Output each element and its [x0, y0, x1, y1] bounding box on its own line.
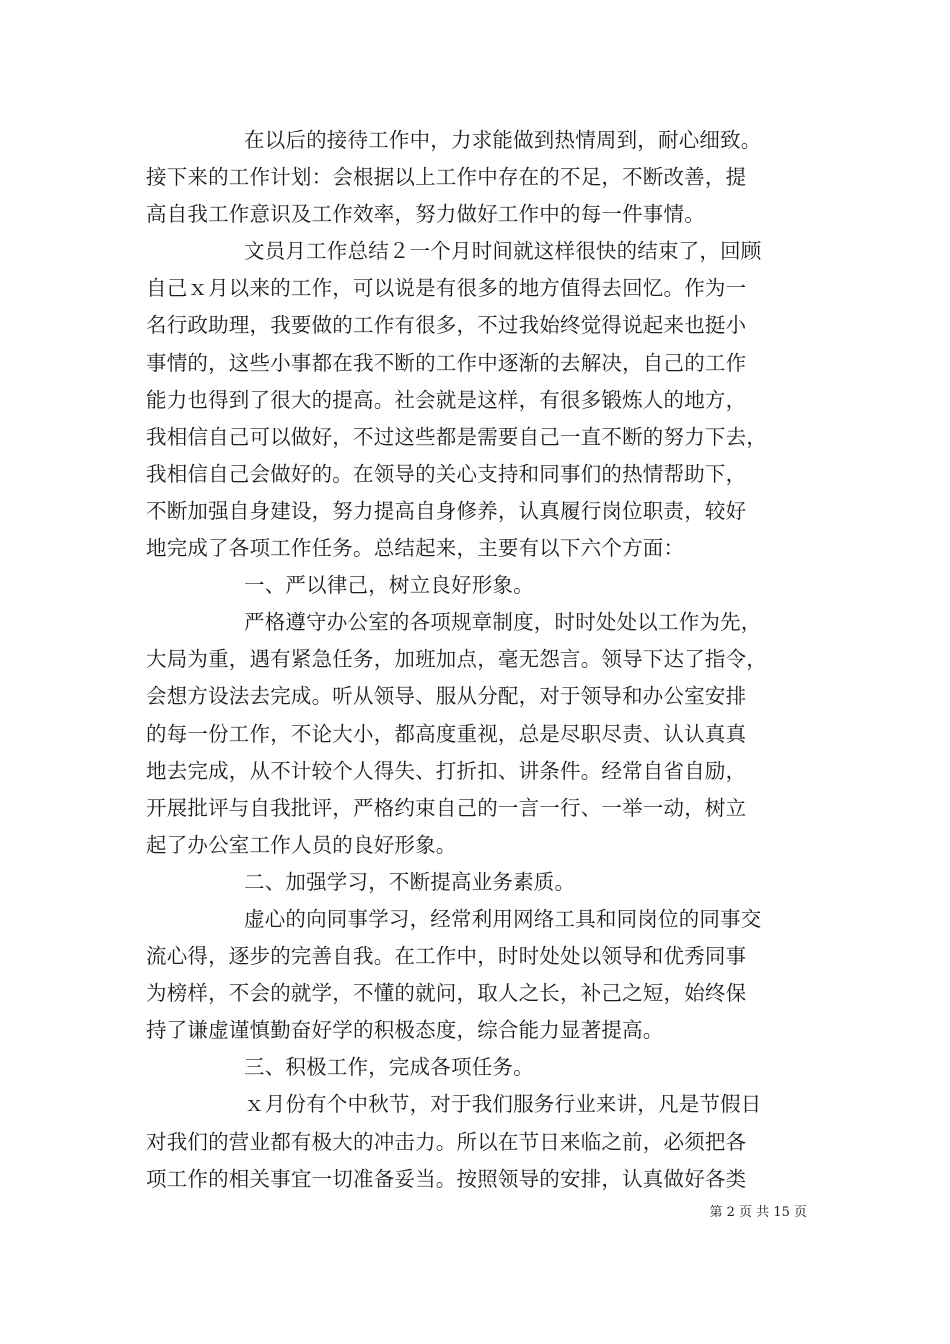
- text-line: 能力也得到了很大的提高。社会就是这样，有很多锻炼人的地方，: [146, 387, 747, 412]
- text-line: 起了办公室工作人员的良好形象。: [146, 832, 457, 857]
- text-line: 名行政助理，我要做的工作有很多，不过我始终觉得说起来也挺小: [146, 313, 747, 338]
- text-line: 二、加强学习，不断提高业务素质。: [244, 869, 576, 894]
- text-line: 持了谦虚谨慎勤奋好学的积极态度，综合能力显著提高。: [146, 1018, 664, 1043]
- text-line: 为榜样，不会的就学，不懂的就问，取人之长，补己之短，始终保: [146, 981, 747, 1006]
- text-line: 在以后的接待工作中，力求能做到热情周到，耐心细致。: [244, 128, 762, 152]
- text-line: 地去完成，从不计较个人得失、打折扣、讲条件。经常自省自励，: [146, 758, 747, 783]
- text-line: 流心得，逐步的完善自我。在工作中，时时处处以领导和优秀同事: [146, 944, 747, 969]
- text-line: 大局为重，遇有紧急任务，加班加点，毫无怨言。领导下达了指令，: [146, 647, 767, 672]
- text-line: 我相信自己可以做好，不过这些都是需要自己一直不断的努力下去，: [146, 424, 767, 449]
- text-line: 虚心的向同事学习，经常利用网络工具和同岗位的同事交: [244, 906, 762, 931]
- text-line: 严格遵守办公室的各项规章制度，时时处处以工作为先，: [244, 610, 762, 635]
- text-line: 项工作的相关事宜一切准备妥当。按照领导的安排，认真做好各类: [146, 1166, 747, 1191]
- document-body: [146, 122, 808, 1198]
- text-line: 我相信自己会做好的。在领导的关心支持和同事们的热情帮助下，: [146, 461, 747, 486]
- page-number-footer: 第 2 页 共 15 页: [709, 1205, 807, 1220]
- text-line: 文员月工作总结２一个月时间就这样很快的结束了，回顾: [244, 239, 762, 264]
- text-line: 三、积极工作，完成各项任务。: [244, 1055, 534, 1080]
- text-line: 地完成了各项工作任务。总结起来，主要有以下六个方面：: [146, 536, 685, 561]
- text-line: ｘ月份有个中秋节，对于我们服务行业来讲，凡是节假日: [244, 1092, 762, 1117]
- text-line: 开展批评与自我批评，严格约束自己的一言一行、一举一动，树立: [146, 795, 747, 820]
- text-line: 对我们的营业都有极大的冲击力。所以在节日来临之前，必须把各: [146, 1129, 747, 1154]
- text-line: 的每一份工作，不论大小，都高度重视，总是尽职尽责、认认真真: [146, 721, 747, 746]
- text-line: 接下来的工作计划：会根据以上工作中存在的不足，不断改善，提: [146, 165, 747, 190]
- text-line: 一、严以律己，树立良好形象。: [244, 573, 534, 598]
- text-line: 不断加强自身建设，努力提高自身修养，认真履行岗位职责，较好: [146, 498, 747, 523]
- text-line: 事情的，这些小事都在我不断的工作中逐渐的去解决，自己的工作: [146, 350, 747, 375]
- text-line: 会想方设法去完成。听从领导、服从分配，对于领导和办公室安排: [146, 684, 747, 709]
- text-line: 高自我工作意识及工作效率，努力做好工作中的每一件事情。: [146, 202, 705, 227]
- text-line: 自己ｘ月以来的工作，可以说是有很多的地方值得去回忆。作为一: [146, 276, 747, 301]
